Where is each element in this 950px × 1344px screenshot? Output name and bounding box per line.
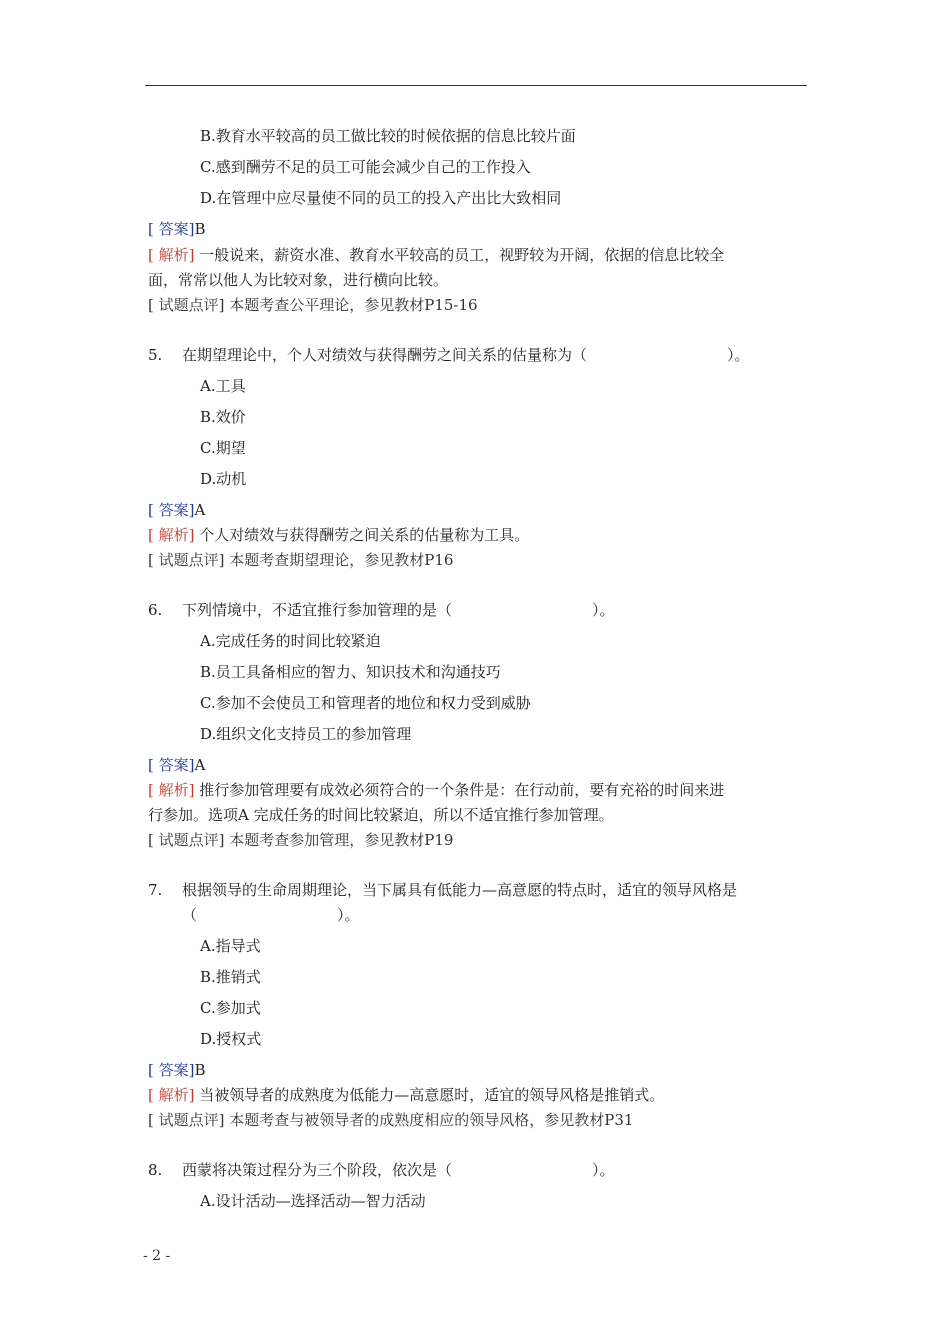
question-stem-end: ）。 [592, 1161, 615, 1179]
explain-tag: [ 解析] [148, 781, 195, 799]
option-a: A.工具 [200, 377, 246, 395]
option-b: B.教育水平较高的员工做比较的时候依据的信息比较片面 [200, 127, 576, 145]
question-7 [148, 880, 737, 900]
question-stem: 西蒙将决策过程分为三个阶段，依次是（ [182, 1161, 453, 1179]
option-c: C.期望 [200, 439, 246, 457]
answer-line [148, 500, 205, 520]
explain-tag: [ 解析] [148, 526, 195, 544]
answer-line [148, 755, 205, 775]
answer-value: B [194, 220, 206, 238]
question-5 [148, 345, 750, 365]
option-c: C.参加不会使员工和管理者的地位和权力受到威胁 [200, 694, 531, 712]
option-a: A.设计活动—选择活动—智力活动 [200, 1192, 426, 1210]
explain-text: 推行参加管理要有成效必须符合的一个条件是：在行动前，要有充裕的时间来进 [194, 781, 725, 799]
option-c: C.参加式 [200, 999, 261, 1017]
answer-tag: [ 答案] [148, 501, 195, 519]
answer-value: A [194, 501, 206, 519]
question-number: 8. [148, 1161, 163, 1179]
answer-value: A [194, 756, 206, 774]
explain-text: 当被领导者的成熟度为低能力—高意愿时，适宜的领导风格是推销式。 [194, 1086, 665, 1104]
option-d: D.组织文化支持员工的参加管理 [200, 725, 412, 743]
option-d: D.在管理中应尽量使不同的员工的投入产出比大致相同 [200, 189, 562, 207]
option-b: B.推销式 [200, 968, 261, 986]
explain-line [148, 780, 724, 800]
explain-line-2: 行参加。选项A 完成任务的时间比较紧迫，所以不适宜推行参加管理。 [148, 806, 614, 824]
answer-tag: [ 答案] [148, 756, 195, 774]
question-stem-end: ）。 [337, 906, 360, 924]
page-number: - 2 - [143, 1248, 171, 1264]
question-stem: 根据领导的生命周期理论，当下属具有低能力—高意愿的特点时，适宜的领导风格是 [182, 881, 738, 899]
explain-tag: [ 解析] [148, 1086, 195, 1104]
question-stem: 在期望理论中，个人对绩效与获得酬劳之间关系的估量称为（ [182, 346, 588, 364]
explain-tag: [ 解析] [148, 246, 195, 264]
explain-text: 一般说来，薪资水准、教育水平较高的员工，视野较为开阔，依据的信息比较全 [194, 246, 725, 264]
question-stem-cont: （ [182, 906, 198, 924]
question-6 [148, 600, 615, 620]
point-line: [ 试题点评] 本题考查期望理论，参见教材P16 [148, 551, 454, 569]
explain-line [148, 1085, 664, 1105]
option-a: A.完成任务的时间比较紧迫 [200, 632, 381, 650]
question-number: 7. [148, 881, 163, 899]
answer-tag: [ 答案] [148, 1061, 195, 1079]
question-8 [148, 1160, 615, 1180]
answer-line [148, 219, 206, 239]
option-c: C.感到酬劳不足的员工可能会减少自己的工作投入 [200, 158, 531, 176]
explain-text: 个人对绩效与获得酬劳之间关系的估量称为工具。 [194, 526, 530, 544]
explain-line-2: 面，常常以他人为比较对象，进行横向比较。 [148, 271, 449, 289]
question-stem-end: ）。 [592, 601, 615, 619]
question-7-cont [182, 905, 360, 925]
explain-line [148, 525, 529, 545]
point-line: [ 试题点评] 本题考查参加管理，参见教材P19 [148, 831, 454, 849]
header-rule [145, 85, 807, 86]
question-number: 6. [148, 601, 163, 619]
question-stem-end: ）。 [727, 346, 750, 364]
point-line: [ 试题点评] 本题考查公平理论，参见教材P15-16 [148, 296, 478, 314]
answer-line [148, 1060, 206, 1080]
answer-value: B [194, 1061, 206, 1079]
point-line: [ 试题点评] 本题考查与被领导者的成熟度相应的领导风格，参见教材P31 [148, 1111, 634, 1129]
option-d: D.动机 [200, 470, 247, 488]
question-number: 5. [148, 346, 163, 364]
question-stem: 下列情境中，不适宜推行参加管理的是（ [182, 601, 453, 619]
option-b: B.员工具备相应的智力、知识技术和沟通技巧 [200, 663, 501, 681]
option-a: A.指导式 [200, 937, 261, 955]
answer-tag: [ 答案] [148, 220, 195, 238]
explain-line [148, 245, 724, 265]
option-b: B.效价 [200, 408, 246, 426]
option-d: D.授权式 [200, 1030, 262, 1048]
